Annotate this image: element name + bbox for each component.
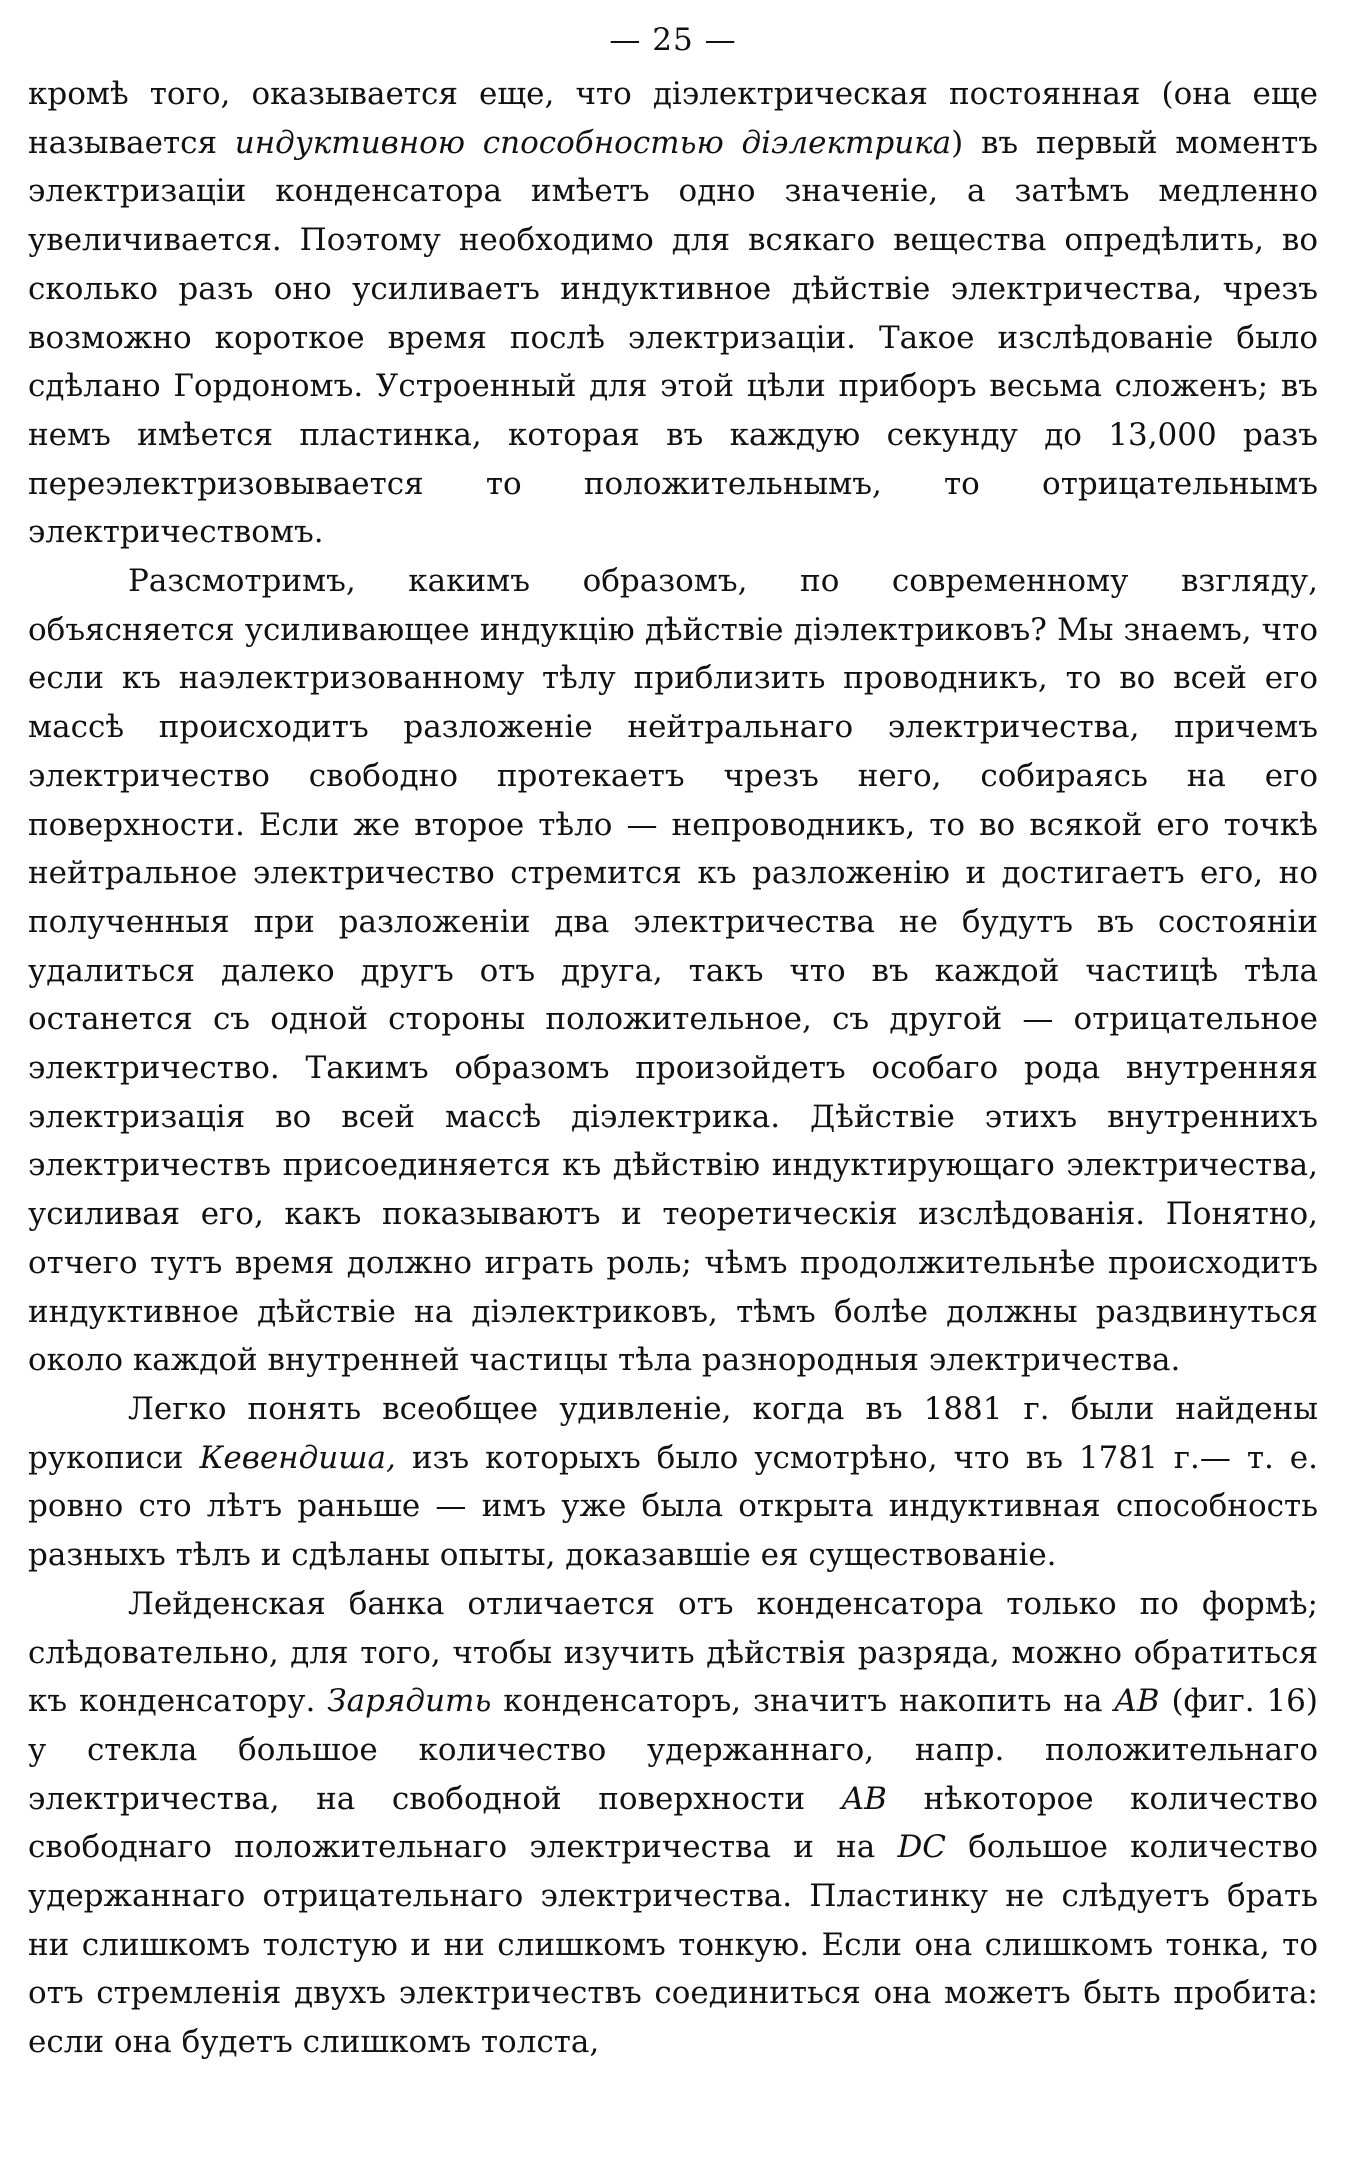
paragraph-4 [28, 1580, 1318, 2067]
italic-label: DC [897, 1829, 947, 1866]
text-run: большое количество удержаннаго отрицательнаго электричества. Пластинку не слѣдуетъ брать ни слишкомъ толстую и ни слишкомъ тонкую. Если она слишкомъ тонка, то отъ стремленія двухъ электричествъ соединиться она можетъ быть пробита: если она будетъ слишкомъ толста, [28, 1829, 1318, 2061]
page-number: — 25 — [609, 22, 737, 58]
text-run: Лейденская банка отличается отъ конденсатора только по формѣ; слѣдовательно, для того, чтобы изучить дѣйствія разряда, можно обратиться къ конденсатору. [28, 1585, 1318, 1720]
italic-term: Зарядить [327, 1683, 492, 1720]
text-run: кромѣ того, оказывается еще, что діэлектрическая постоянная (она еще называется [28, 76, 1318, 161]
document-page [28, 18, 1318, 2067]
text-run: нѣкоторое количество свободнаго положительнаго электричества и на [28, 1780, 1318, 1866]
text-run: Легко понять всеобщее удивленіе, когда въ 1881 г. были найдены рукописи [28, 1390, 1318, 1476]
text-run: ) въ первый моментъ электризаціи конденсатора имѣетъ одно значеніе, а затѣмъ медленно увеличивается. Поэтому необходимо для всякаго вещества опредѣлить, во сколько разъ оно усиливаетъ индуктивное дѣйствіе электричества, чрезъ возможно короткое время послѣ электризаціи. Такое изслѣдованіе было сдѣлано Гордономъ. Устроенный для этой цѣли приборъ весьма сложенъ; въ немъ имѣется пластинка, которая въ каждую секунду до 13,000 разъ переэлектризовывается то положительнымъ, то отрицательнымъ электричествомъ. [28, 124, 1318, 551]
text-run: (фиг. 16) у стекла большое количество удержаннаго, напр. положительнаго электричества, на свободной поверхности [28, 1683, 1318, 1817]
paragraph-2 [28, 557, 1318, 1385]
italic-label: AB [841, 1780, 887, 1817]
paragraph-1 [28, 70, 1318, 557]
text-run: конденсаторъ, значитъ накопить на [491, 1683, 1115, 1720]
paragraph-3 [28, 1385, 1318, 1580]
italic-term: индуктивною способностью діэлектрика [234, 124, 952, 161]
text-run: изъ которыхъ было усмотрѣно, что въ 1781 г.— т. е. ровно сто лѣтъ раньше — имъ уже была открыта индуктивная способность разныхъ тѣлъ и сдѣланы опыты, доказавшіе ея существованіе. [28, 1439, 1318, 1574]
italic-name: Кевендиша, [199, 1439, 396, 1476]
text-run: Разсмотримъ, какимъ образомъ, по современному взгляду, объясняется усиливающее индукцію дѣйствіе діэлектриковъ? Мы знаемъ, что если къ наэлектризованному тѣлу приблизить проводникъ, то во всей его массѣ происходитъ разложеніе нейтральнаго электричества, причемъ электричество свободно протекаетъ чрезъ него, собираясь на его поверхности. Если же второе тѣло — непроводникъ, то во всякой его точкѣ нейтральное электричество стремится къ разложенію и достигаетъ его, но полученныя при разложеніи два электричества не будутъ въ состояніи удалиться далеко другъ отъ друга, такъ что въ каждой частицѣ тѣла останется съ одной стороны положительное, съ другой — отрицательное электричество. Такимъ образомъ произойдетъ особаго рода внутренняя электризація во всей массѣ діэлектрика. Дѣйствіе этихъ внутреннихъ электричествъ присоединяется къ дѣйствію индуктирующаго электричества, усиливая его, какъ показываютъ и теоретическія изслѣдованія. Понятно, отчего тутъ время должно играть роль; чѣмъ продолжительнѣе происходитъ индуктивное дѣйствіе на діэлектриковъ, тѣмъ болѣе должны раздвинуться около каждой внутренней частицы тѣла разнородныя электричества. [28, 563, 1318, 1379]
italic-label: AB [1114, 1683, 1160, 1720]
